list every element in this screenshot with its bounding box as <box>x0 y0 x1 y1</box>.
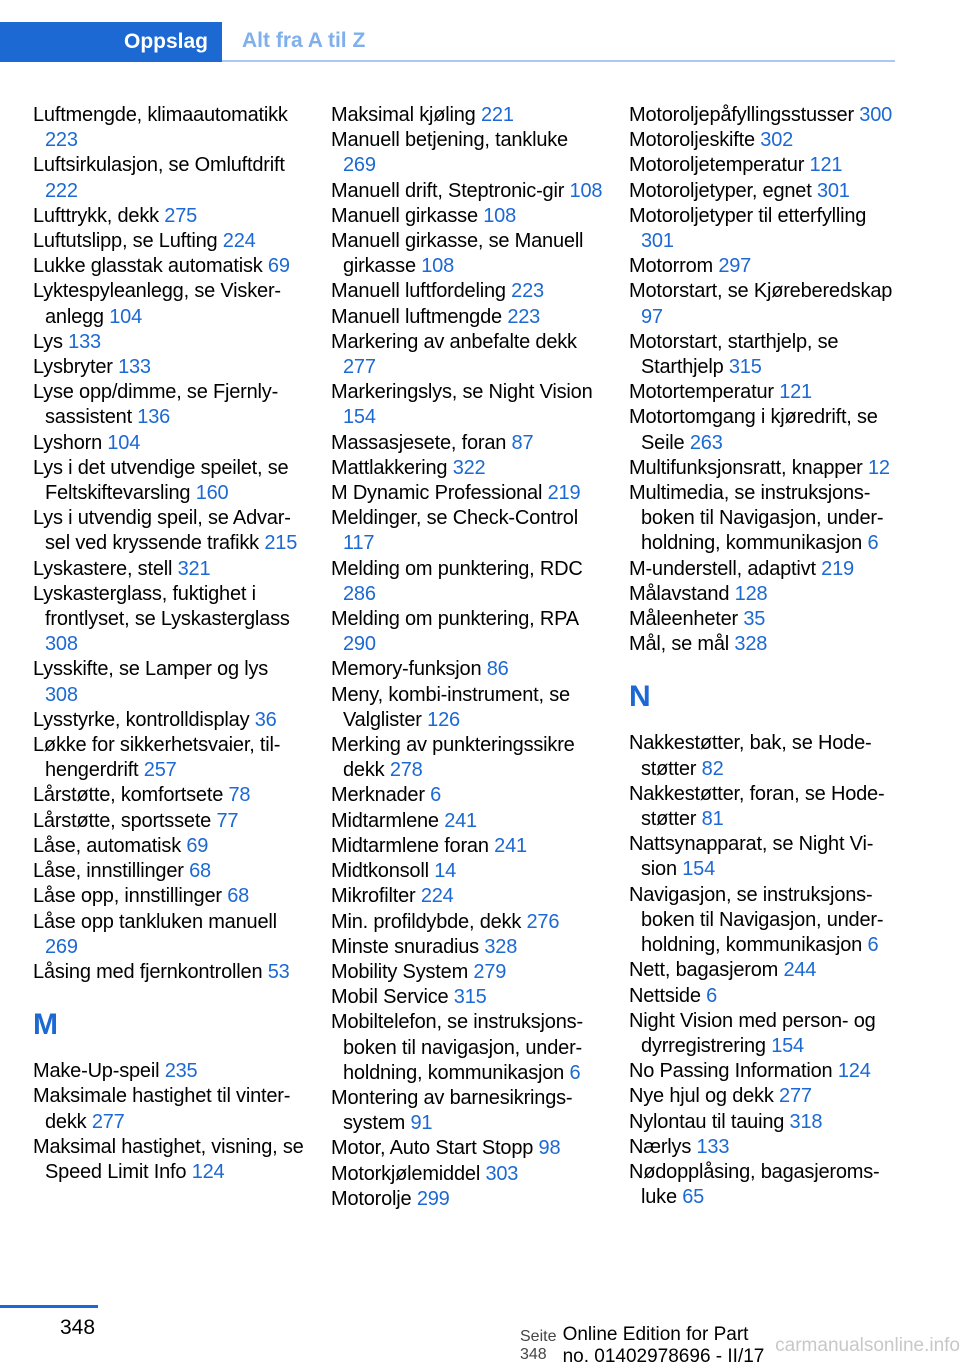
index-entry <box>629 1135 901 1160</box>
index-entry <box>331 809 603 834</box>
index-entry-text: M-understell, adaptivt <box>629 557 822 580</box>
index-entry-text: Mål, se mål <box>629 633 735 656</box>
index-entry <box>629 330 901 380</box>
index-entry-text: Maksimal hastighet, visning, se Speed Limit Info <box>33 1135 304 1183</box>
index-page-link[interactable]: 224 <box>420 885 454 908</box>
index-page-link[interactable]: 219 <box>547 482 581 505</box>
index-page-link[interactable]: 328 <box>734 633 768 656</box>
tab-oppslag[interactable]: Oppslag <box>0 22 222 62</box>
index-entry-text: Motortomgang i kjøredrift, se Seile <box>629 406 878 454</box>
index-entry-text: Mobiltelefon, se instruksjonsboken til navigasjon, underholdning, kommunikasjon <box>331 1011 584 1084</box>
index-page-link[interactable]: 321 <box>177 557 211 580</box>
index-column-3 <box>629 103 901 1210</box>
index-page-link[interactable]: 108 <box>483 204 517 227</box>
index-entry <box>331 229 603 279</box>
index-entry-text: Meldinger, se Check-Control <box>331 507 578 530</box>
index-page-link[interactable]: 104 <box>107 431 141 454</box>
index-entry-text: Luftutslipp, se Lufting <box>33 230 223 253</box>
index-entry <box>33 254 305 279</box>
index-entry-text: Motortemperatur <box>629 381 780 404</box>
index-entry <box>33 1084 305 1134</box>
index-entry <box>629 481 901 557</box>
index-entry-text: Lyskasterglass, fuktighet i frontlyset, se Lyskasterglass <box>33 582 290 631</box>
index-page-link[interactable]: 121 <box>809 154 843 177</box>
index-entry <box>33 279 305 329</box>
index-page-link[interactable]: 65 <box>682 1186 705 1209</box>
index-entry-text: Nødopplåsing, bagasjeromsluke <box>629 1160 880 1209</box>
index-entry-text: Luftmengde, klimaautomatikk <box>33 104 288 126</box>
index-entry-text: Manuell luftfordeling <box>331 280 512 303</box>
index-entry <box>331 305 603 330</box>
index-entry <box>331 204 603 229</box>
index-page-link[interactable]: 241 <box>494 834 527 857</box>
index-page-link[interactable]: 154 <box>771 1034 804 1057</box>
index-entry-text: Motoroljetyper, egnet <box>629 179 817 202</box>
index-page-link[interactable]: 308 <box>45 683 78 706</box>
header-tabbar <box>0 22 895 62</box>
index-entry <box>629 179 901 204</box>
index-entry-text: Nett, bagasjerom <box>629 959 784 982</box>
index-page-link[interactable]: 68 <box>227 885 250 908</box>
index-entry <box>629 582 901 607</box>
index-entry <box>33 557 305 582</box>
index-entry-text: Låse, automatisk <box>33 834 187 857</box>
index-page-link[interactable]: 219 <box>821 557 854 580</box>
index-entry-text: Melding om punktering, RPA <box>331 608 578 631</box>
index-entry-text: Nettside <box>629 984 707 1007</box>
index-page-link[interactable]: 121 <box>779 381 812 404</box>
index-entry <box>33 657 305 707</box>
index-entry-text: Merknader <box>331 784 431 807</box>
index-entry-text: Motoroljeskifte <box>629 129 761 152</box>
index-entry <box>33 1059 305 1084</box>
index-entry <box>331 1010 603 1086</box>
index-page-link[interactable]: 136 <box>137 406 171 429</box>
index-page-link[interactable]: 154 <box>343 406 376 429</box>
index-page-link[interactable]: 277 <box>91 1110 125 1133</box>
page-number-rule <box>0 1305 98 1308</box>
index-entry-text: Lyktespyleanlegg, se Viskeranlegg <box>33 280 282 328</box>
index-entry-text: Merking av punkteringssikre dekk <box>331 734 575 782</box>
index-entry-text: Lyse opp/dimme, se Fjernlysassistent <box>33 381 279 429</box>
index-entry <box>629 607 901 632</box>
index-entry <box>33 330 305 355</box>
footer-seite: Seite 348 <box>520 1328 557 1363</box>
index-page-link[interactable]: 257 <box>143 759 177 782</box>
index-entry-text: Motorrom <box>629 255 719 278</box>
index-page-link[interactable]: 299 <box>416 1187 450 1210</box>
index-page-link[interactable]: 308 <box>45 633 78 656</box>
index-page-link[interactable]: 223 <box>45 129 78 152</box>
index-entry-text: Lårstøtte, komfortsete <box>33 784 229 807</box>
index-entry-text: Lyshorn <box>33 431 108 454</box>
index-entry <box>629 1160 901 1210</box>
index-entry-text: Lårstøtte, sportssete <box>33 809 217 832</box>
index-entry-text: Multimedia, se instruksjonsboken til Navigasjon, underholdning, kommunikasjon <box>629 482 884 555</box>
index-page-link[interactable]: 301 <box>816 179 850 202</box>
index-page-link[interactable]: 77 <box>216 809 239 832</box>
footer <box>520 1324 960 1367</box>
index-page-link[interactable]: 235 <box>164 1060 198 1083</box>
index-entry <box>33 834 305 859</box>
index-entry <box>629 153 901 178</box>
index-page-link[interactable]: 6 <box>430 784 442 807</box>
index-page-link[interactable]: 6 <box>867 532 879 555</box>
index-entry-text: Låsing med fjernkontrollen <box>33 960 268 983</box>
section-letter: N <box>629 680 651 714</box>
index-entry-text: Manuell drift, Steptronic-gir <box>331 179 570 202</box>
index-entry <box>629 958 901 983</box>
index-column-2 <box>331 103 603 1212</box>
index-entry-text: Midtarmlene foran <box>331 834 495 857</box>
index-entry <box>629 1110 901 1135</box>
index-entry <box>331 1187 603 1212</box>
index-page-link[interactable]: 160 <box>195 482 229 505</box>
index-entry <box>331 834 603 859</box>
index-page-link[interactable]: 279 <box>473 960 507 983</box>
index-page-link[interactable]: 286 <box>343 582 376 605</box>
index-entry-text: Montering av barnesikringssystem <box>331 1086 573 1135</box>
index-entry-text: Lysskifte, se Lamper og lys <box>33 658 269 681</box>
index-entry-text: Låse opp tankluken manuell <box>33 910 277 933</box>
index-page-link[interactable]: 322 <box>452 456 486 479</box>
index-page-link[interactable]: 328 <box>484 935 518 958</box>
index-page-link[interactable]: 133 <box>118 356 151 379</box>
index-entry-text: Multifunksjonsratt, knapper <box>629 456 868 479</box>
index-page-link[interactable]: 301 <box>641 230 674 253</box>
index-entry-text: Maksimale hastighet til vinterdekk <box>33 1085 291 1133</box>
footer-edition: Online Edition for Part no. 01402978696 - II/17 <box>562 1324 765 1367</box>
index-entry-text: No Passing Information <box>629 1060 838 1083</box>
index-entry <box>33 355 305 380</box>
index-entry-text: Melding om punktering, RDC <box>331 557 583 580</box>
index-page-link[interactable]: 315 <box>728 356 762 379</box>
index-entry-text: Motorkjølemiddel <box>331 1162 486 1185</box>
index-page-link[interactable]: 6 <box>867 934 879 957</box>
index-entry-text: Lysstyrke, kontrolldisplay <box>33 708 255 731</box>
index-page-link[interactable]: 104 <box>109 305 142 328</box>
index-entry-text: Nye hjul og dekk <box>629 1085 780 1108</box>
index-entry <box>331 884 603 909</box>
index-entry <box>331 128 603 178</box>
index-page-link[interactable]: 91 <box>410 1112 433 1135</box>
index-entry <box>33 506 305 556</box>
index-entry <box>629 883 901 959</box>
index-page-link[interactable]: 224 <box>222 230 256 253</box>
index-entry-text: Lufttrykk, dekk <box>33 204 165 227</box>
index-entry <box>33 960 305 985</box>
index-page-link[interactable]: 244 <box>783 959 817 982</box>
index-entry-text: Manuell betjening, tankluke <box>331 129 568 152</box>
index-entry <box>331 279 603 304</box>
index-page-link[interactable]: 78 <box>228 784 251 807</box>
index-entry-text: Nærlys <box>629 1135 697 1158</box>
index-entry <box>629 557 901 582</box>
index-entry-text: Motorstart, starthjelp, se Starthjelp <box>629 330 839 379</box>
index-entry <box>33 204 305 229</box>
index-entry <box>33 910 305 960</box>
index-page-link[interactable]: 290 <box>343 633 376 656</box>
index-entry <box>331 657 603 682</box>
index-entry <box>33 884 305 909</box>
index-entry-text: Motoroljetyper til etterfylling <box>629 204 867 227</box>
index-entry <box>33 380 305 430</box>
index-entry <box>629 103 901 128</box>
index-entry <box>33 582 305 658</box>
index-entry <box>331 1136 603 1161</box>
index-page-link[interactable]: 297 <box>718 255 752 278</box>
index-entry <box>331 859 603 884</box>
index-page-link[interactable]: 12 <box>867 456 890 479</box>
index-entry <box>331 456 603 481</box>
index-entry-text: Markeringslys, se Night Vision <box>331 381 593 404</box>
index-page-link[interactable]: 221 <box>480 104 514 126</box>
index-entry-text: Manuell girkasse, se Manuell girkasse <box>331 230 584 278</box>
index-entry-text: Make-Up-speil <box>33 1060 165 1083</box>
index-entry-text: Låse, innstillinger <box>33 860 190 883</box>
index-entry <box>33 859 305 884</box>
index-entry <box>629 832 901 882</box>
index-entry-text: Motoroljepåfyllingsstusser <box>629 104 860 126</box>
index-entry <box>331 179 603 204</box>
index-entry <box>629 1009 901 1059</box>
index-page-link[interactable]: 86 <box>486 658 509 681</box>
index-page-link[interactable]: 315 <box>453 986 487 1009</box>
index-page-link[interactable]: 69 <box>186 834 209 857</box>
index-entry <box>629 731 901 781</box>
index-entry <box>331 506 603 556</box>
index-column-1 <box>33 103 305 1185</box>
index-entry <box>33 431 305 456</box>
index-page-link[interactable]: 222 <box>45 179 78 202</box>
index-page-link[interactable]: 133 <box>696 1135 730 1158</box>
index-entry-text: Memory-funksjon <box>331 658 487 681</box>
index-entry-text: Løkke for sikkerhetsvaier, tilhengerdrift <box>33 734 281 782</box>
index-entry-text: Motoroljetemperatur <box>629 154 810 177</box>
index-entry <box>33 733 305 783</box>
index-page-link[interactable]: 277 <box>343 356 376 379</box>
index-entry <box>331 683 603 733</box>
index-page-link[interactable]: 35 <box>743 608 766 631</box>
index-entry <box>33 456 305 506</box>
index-entry <box>331 733 603 783</box>
index-entry-text: Lyskastere, stell <box>33 557 178 580</box>
index-page-link[interactable]: 117 <box>343 532 375 555</box>
index-entry <box>629 204 901 254</box>
index-page-link[interactable]: 124 <box>837 1060 871 1083</box>
index-entry-text: Mattlakkering <box>331 456 453 479</box>
index-entry <box>331 481 603 506</box>
index-entry-text: Midtarmlene <box>331 809 445 832</box>
index-page-link[interactable]: 124 <box>191 1160 225 1183</box>
index-entry <box>33 103 305 153</box>
index-entry-text: Lysbryter <box>33 356 119 379</box>
index-entry-text: Markering av anbefalte dekk <box>331 330 577 353</box>
index-page-link[interactable]: 275 <box>164 204 198 227</box>
index-entry-text: Motorolje <box>331 1187 417 1210</box>
footer-watermark: carmanualsonline.info <box>775 1335 960 1356</box>
index-page-link[interactable]: 14 <box>434 860 457 883</box>
index-page-link[interactable]: 154 <box>682 858 716 881</box>
index-entry-text: Måleenheter <box>629 608 744 631</box>
index-entry-text: Maksimal kjøling <box>331 104 481 126</box>
index-entry-text: Minste snuradius <box>331 935 485 958</box>
index-entry-text: Luftsirkulasjon, se Omluftdrift <box>33 154 285 177</box>
index-page-link[interactable]: 97 <box>641 305 663 328</box>
index-page-link[interactable]: 126 <box>427 708 460 731</box>
index-page-link[interactable]: 68 <box>189 860 211 883</box>
index-entry <box>629 254 901 279</box>
index-entry <box>331 783 603 808</box>
index-entry-text: Mobility System <box>331 960 474 983</box>
index-page-link[interactable]: 6 <box>706 984 718 1007</box>
index-entry <box>331 960 603 985</box>
index-entry <box>331 557 603 607</box>
index-entry-text: Massasjesete, foran <box>331 431 512 454</box>
index-entry <box>629 632 901 657</box>
index-entry <box>33 708 305 733</box>
section-letter: M <box>33 1008 58 1042</box>
index-page-link[interactable]: 300 <box>859 104 893 126</box>
index-page-link[interactable]: 278 <box>389 759 423 782</box>
index-entry <box>33 153 305 203</box>
index-entry-text: Manuell girkasse <box>331 204 484 227</box>
index-page-link[interactable]: 81 <box>701 808 724 831</box>
index-entry-text: Meny, kombi-instrument, se Valglister <box>331 683 570 731</box>
index-entry <box>331 380 603 430</box>
index-page-link[interactable]: 82 <box>701 757 724 780</box>
index-entry-text: M Dynamic Professional <box>331 482 548 505</box>
index-entry <box>629 380 901 405</box>
index-entry <box>629 1059 901 1084</box>
index-page-link[interactable]: 6 <box>569 1061 581 1084</box>
index-entry-text: Min. profildybde, dekk <box>331 910 527 933</box>
index-page-link[interactable]: 98 <box>538 1137 561 1160</box>
index-entry <box>331 431 603 456</box>
index-page-link[interactable]: 276 <box>526 910 560 933</box>
index-entry-text: Låse opp, innstillinger <box>33 885 228 908</box>
index-entry <box>629 1084 901 1109</box>
index-entry <box>331 1086 603 1136</box>
index-entry <box>331 1162 603 1187</box>
index-entry-text: Manuell luftmengde <box>331 305 508 328</box>
index-entry <box>629 405 901 455</box>
index-page-link[interactable]: 318 <box>789 1110 823 1133</box>
index-entry <box>33 229 305 254</box>
index-page-link[interactable]: 277 <box>779 1085 812 1108</box>
index-entry <box>331 935 603 960</box>
index-entry-text: Nattsynapparat, se Night Vision <box>629 833 874 881</box>
index-entry <box>331 607 603 657</box>
index-entry-text: Nakkestøtter, foran, se Hodestøtter <box>629 782 885 831</box>
index-page-link[interactable]: 36 <box>254 708 277 731</box>
index-entry <box>629 279 901 329</box>
index-entry-text: Lys <box>33 330 69 353</box>
index-entry-text: Motorstart, se Kjøreberedskap <box>629 280 893 303</box>
index-page-link[interactable]: 128 <box>734 582 768 605</box>
index-entry-text: Mikrofilter <box>331 885 421 908</box>
index-entry <box>331 103 603 128</box>
index-entry-text: Lys i det utvendige speilet, se Feltskiftevarsling <box>33 456 289 505</box>
index-entry-text: Nylontau til tauing <box>629 1110 790 1133</box>
index-page-link[interactable]: 241 <box>444 809 477 832</box>
page-number: 348 <box>60 1316 96 1339</box>
index-page-link[interactable]: 223 <box>507 305 541 328</box>
index-entry-text: Motor, Auto Start Stopp <box>331 1137 539 1160</box>
index-page-link[interactable]: 263 <box>689 431 723 454</box>
index-entry-text: Night Vision med person- og dyrregistrering <box>629 1009 876 1057</box>
index-entry-text: Midtkonsoll <box>331 860 435 883</box>
index-page-link[interactable]: 215 <box>264 532 298 555</box>
index-entry <box>629 782 901 832</box>
index-page-link[interactable]: 223 <box>511 280 544 303</box>
index-entry <box>629 128 901 153</box>
index-page-link[interactable]: 108 <box>421 255 455 278</box>
index-entry-text: Mobil Service <box>331 986 454 1009</box>
index-entry <box>629 456 901 481</box>
index-entry <box>33 783 305 808</box>
index-page-link[interactable]: 303 <box>485 1162 519 1185</box>
index-page-link[interactable]: 69 <box>267 255 290 278</box>
index-page-link[interactable]: 302 <box>760 129 794 152</box>
index-page-link[interactable]: 269 <box>45 935 78 958</box>
index-page-link[interactable]: 133 <box>68 330 101 353</box>
index-entry <box>331 330 603 380</box>
index-page-link[interactable]: 108 <box>569 179 603 202</box>
index-entry-text: Navigasjon, se instruksjonsboken til Navigasjon, underholdning, kommunikasjon <box>629 883 884 957</box>
index-entry <box>33 1135 305 1185</box>
index-entry-text: Nakkestøtter, bak, se Hodestøtter <box>629 732 872 780</box>
index-page-link[interactable]: 53 <box>267 960 290 983</box>
index-page-link[interactable]: 87 <box>511 431 534 454</box>
index-page-link[interactable]: 269 <box>343 154 376 177</box>
index-entry <box>331 985 603 1010</box>
index-entry-text: Lys i utvendig speil, se Advarsel ved kryssende trafikk <box>33 507 291 555</box>
tab-alt-fra-a-til-z[interactable]: Alt fra A til Z <box>222 22 895 62</box>
index-entry-text: Målavstand <box>629 582 735 605</box>
index-entry <box>629 984 901 1009</box>
index-entry <box>33 809 305 834</box>
index-entry-text: Lukke glasstak automatisk <box>33 255 268 278</box>
index-entry <box>331 910 603 935</box>
